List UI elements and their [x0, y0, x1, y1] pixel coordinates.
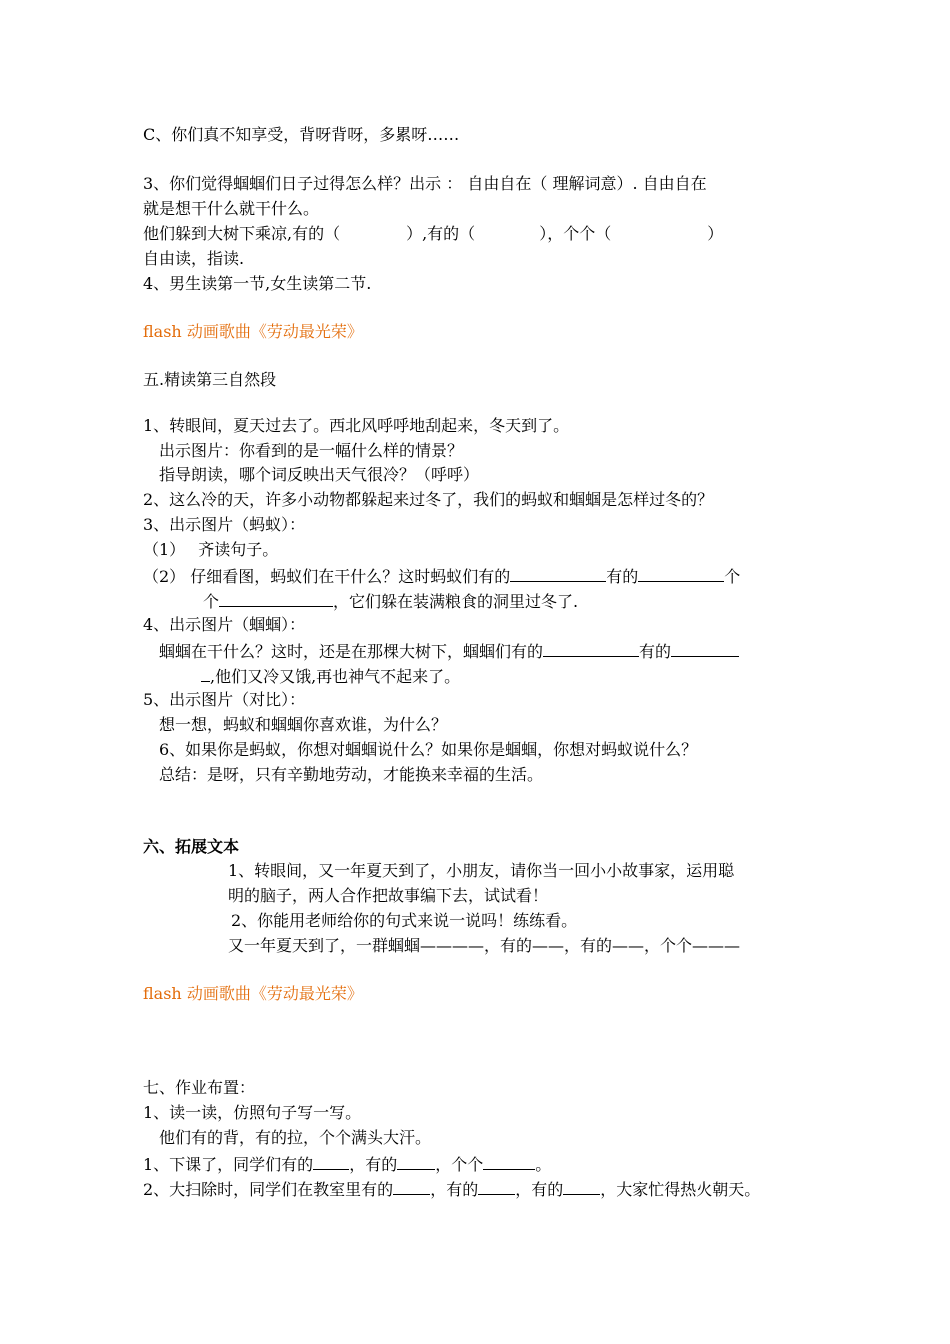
s5-q3-2a: （2） 仔细看图，蚂蚁们在干什么？这时蚂蚁们有的 [143, 567, 511, 586]
s5-q3: 3、出示图片（蚂蚁）： [143, 515, 306, 534]
s5-q4: 4、出示图片（蝈蝈）： [143, 615, 306, 634]
s7-q1: 1、读一读，仿照句子写一写。 [143, 1103, 362, 1122]
s5-q5-a: 想一想，蚂蚁和蝈蝈你喜欢谁，为什么？ [159, 715, 448, 734]
s7-e2a: 2、大扫除时，同学们在教室里有的 [143, 1180, 394, 1199]
s5-q5: 5、出示图片（对比）： [143, 690, 306, 709]
section6-title: 六、拓展文本 [143, 837, 240, 856]
s7-exercise-2 [143, 1177, 760, 1201]
s7-e1a: 1、下课了，同学们有的 [143, 1155, 314, 1174]
s7-e1d: 。 [535, 1155, 552, 1174]
fill-blank [393, 1177, 430, 1195]
s5-q1: 1、转眼间，夏天过去了。西北风呼呼地刮起来，冬天到了。 [143, 416, 570, 435]
s6-p1-b: 明的脑子，两人合作把故事编下去，试试看！ [228, 886, 549, 905]
s5-q3-2d: 个 [203, 592, 220, 611]
flash-song-2: flash 动画歌曲《劳动最光荣》 [143, 984, 363, 1003]
s5-q3-1: （1） 齐读句子。 [143, 540, 279, 559]
q3-c-part3: ），个个（ [539, 224, 612, 243]
fill-blank [483, 1152, 535, 1170]
s5-q3-2-line2 [203, 589, 578, 613]
s7-example: 他们有的背，有的拉，个个满头大汗。 [159, 1128, 432, 1147]
fill-blank [543, 639, 639, 657]
s5-q2: 2、这么冷的天，许多小动物都躲起来过冬了，我们的蚂蚁和蝈蝈是怎样过冬的？ [143, 490, 714, 509]
s5-q1-a: 出示图片：你看到的是一幅什么样的情景？ [159, 441, 464, 460]
s5-q3-2-line1 [143, 564, 740, 588]
s7-e2c: ，有的 [515, 1180, 564, 1199]
s7-e2d: ，大家忙得热火朝天。 [600, 1180, 761, 1199]
s5-q3-2b: 有的 [606, 567, 639, 586]
q3-line-c [143, 223, 723, 245]
c-line: C、你们真不知享受，背呀背呀，多累呀…… [143, 125, 460, 144]
q3-line-a: 3、你们觉得蝈蝈们日子过得怎么样？出示 ： 自由自在（ 理解词意）. 自由自在 [143, 174, 707, 193]
fill-blank [478, 1177, 515, 1195]
fill-blank [201, 664, 210, 682]
s5-q4-a1: 蝈蝈在干什么？这时，还是在那棵大树下，蝈蝈们有的 [159, 642, 544, 661]
fill-blank [510, 564, 606, 582]
q3-line-b: 就是想干什么就干什么。 [143, 199, 320, 218]
q3-c-part1: 他们躲到大树下乘凉,有的（ [143, 224, 341, 243]
s5-q6: 6、如果你是蚂蚁，你想对蝈蝈说什么？如果你是蝈蝈，你想对蚂蚁说什么？ [159, 740, 698, 759]
fill-blank [313, 1152, 349, 1170]
s6-p2: 2、你能用老师给你的句式来说一说吗！练练看。 [231, 911, 578, 930]
section7-title: 七、作业布置： [143, 1078, 256, 1097]
q3-line-d: 自由读，指读. [143, 249, 245, 268]
q3-c-part2: ）,有的（ [406, 224, 476, 243]
s7-e2b: ，有的 [430, 1180, 479, 1199]
q4-line: 4、男生读第一节,女生读第二节. [143, 274, 372, 293]
s5-summary: 总结：是呀，只有辛勤地劳动，才能换来幸福的生活。 [159, 765, 544, 784]
s5-q3-2e: ，它们躲在装满粮食的洞里过冬了. [333, 592, 579, 611]
fill-blank [219, 589, 333, 607]
s5-q4-line1 [159, 639, 739, 663]
q3-c-part4: ） [707, 224, 724, 243]
fill-blank [563, 1177, 600, 1195]
s6-p1-a: 1、转眼间，又一年夏天到了，小朋友，请你当一回小小故事家，运用聪 [228, 861, 735, 880]
s5-q1-b: 指导朗读，哪个词反映出天气很冷？（呼呼） [159, 465, 480, 484]
s6-p3: 又一年夏天到了，一群蝈蝈————，有的——，有的——，个个——— [228, 936, 741, 955]
flash-song-1: flash 动画歌曲《劳动最光荣》 [143, 322, 363, 341]
fill-blank [638, 564, 724, 582]
s7-exercise-1 [143, 1152, 551, 1176]
s5-q4-b: ,他们又冷又饿,再也神气不起来了。 [210, 667, 461, 686]
s5-q3-2c: 个 [724, 567, 741, 586]
s5-q4-a2: 有的 [639, 642, 672, 661]
fill-blank [397, 1152, 435, 1170]
s7-e1c: ，个个 [435, 1155, 484, 1174]
fill-blank [671, 639, 739, 657]
s5-q4-line2 [201, 664, 460, 688]
section5-title: 五.精读第三自然段 [143, 370, 277, 389]
s7-e1b: ，有的 [349, 1155, 398, 1174]
